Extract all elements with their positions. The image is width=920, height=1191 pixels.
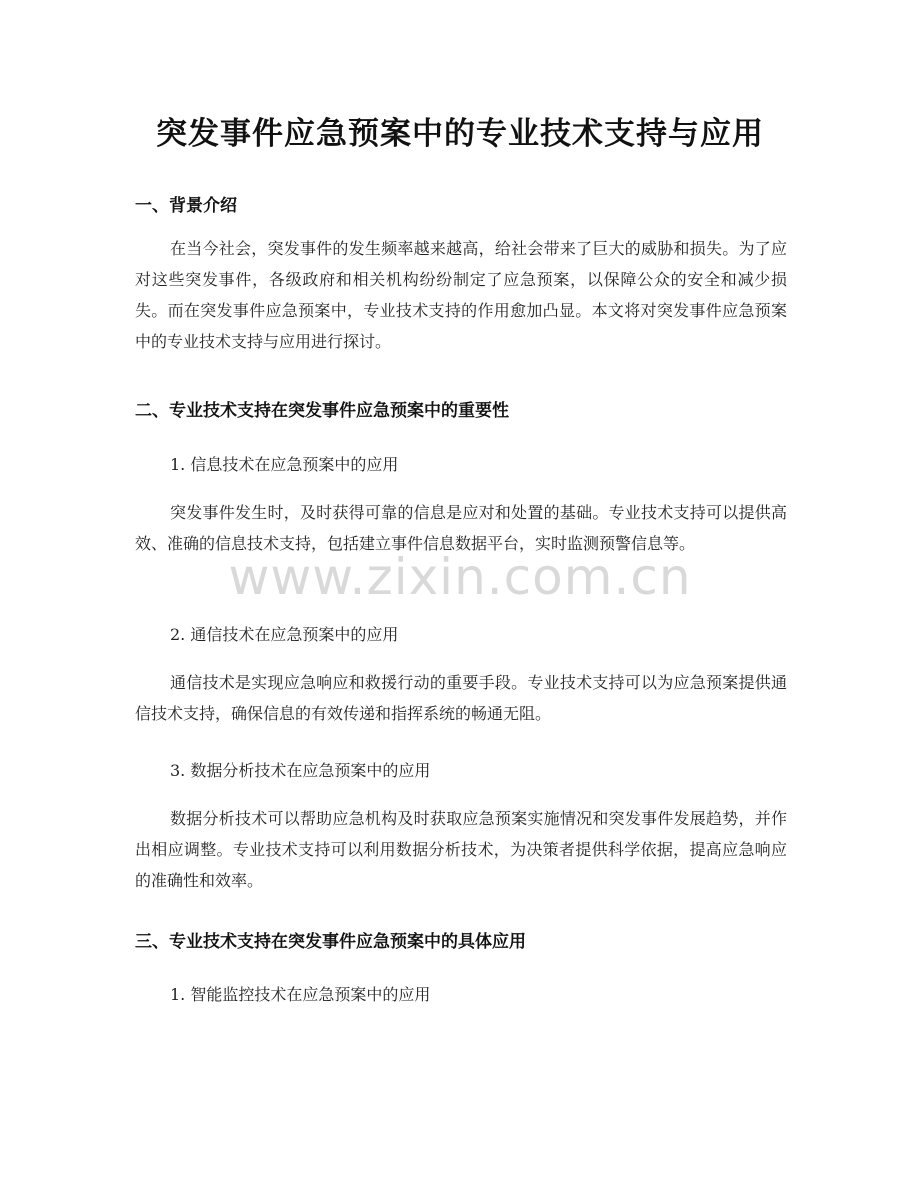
section-heading-applications: 三、专业技术支持在突发事件应急预案中的具体应用: [135, 932, 526, 952]
subheading-data-analysis-technology: 3. 数据分析技术在应急预案中的应用: [170, 761, 431, 780]
section-paragraph-background: 在当今社会，突发事件的发生频率越来越高，给社会带来了巨大的威胁和损失。为了应对这些突发事件，各级政府和相关机构纷纷制定了应急预案，以保障公众的安全和减少损失。而在突发事件应急预案中，专业技术支持的作用愈加凸显。本文将对突发事件应急预案中的专业技术支持与应用进行探讨。: [135, 239, 787, 351]
subheading-communication-technology: 2. 通信技术在应急预案中的应用: [170, 625, 399, 644]
subheading-intelligent-monitoring: 1. 智能监控技术在应急预案中的应用: [170, 985, 431, 1004]
paragraph-communication-technology: 通信技术是实现应急响应和救援行动的重要手段。专业技术支持可以为应急预案提供通信技术支持，确保信息的有效传递和指挥系统的畅通无阻。: [135, 673, 787, 723]
section-heading-background: 一、背景介绍: [135, 196, 237, 216]
section-heading-importance: 二、专业技术支持在突发事件应急预案中的重要性: [135, 401, 509, 421]
watermark: www.zixin.com.cn: [228, 548, 692, 606]
document-title: 突发事件应急预案中的专业技术支持与应用: [156, 116, 764, 152]
paragraph-data-analysis-technology: 数据分析技术可以帮助应急机构及时获取应急预案实施情况和突发事件发展趋势，并作出相应调整。专业技术支持可以利用数据分析技术，为决策者提供科学依据，提高应急响应的准确性和效率。: [135, 809, 787, 890]
paragraph-information-technology: 突发事件发生时，及时获得可靠的信息是应对和处置的基础。专业技术支持可以提供高效、准确的信息技术支持，包括建立事件信息数据平台，实时监测预警信息等。: [135, 503, 787, 553]
subheading-information-technology: 1. 信息技术在应急预案中的应用: [170, 455, 399, 474]
